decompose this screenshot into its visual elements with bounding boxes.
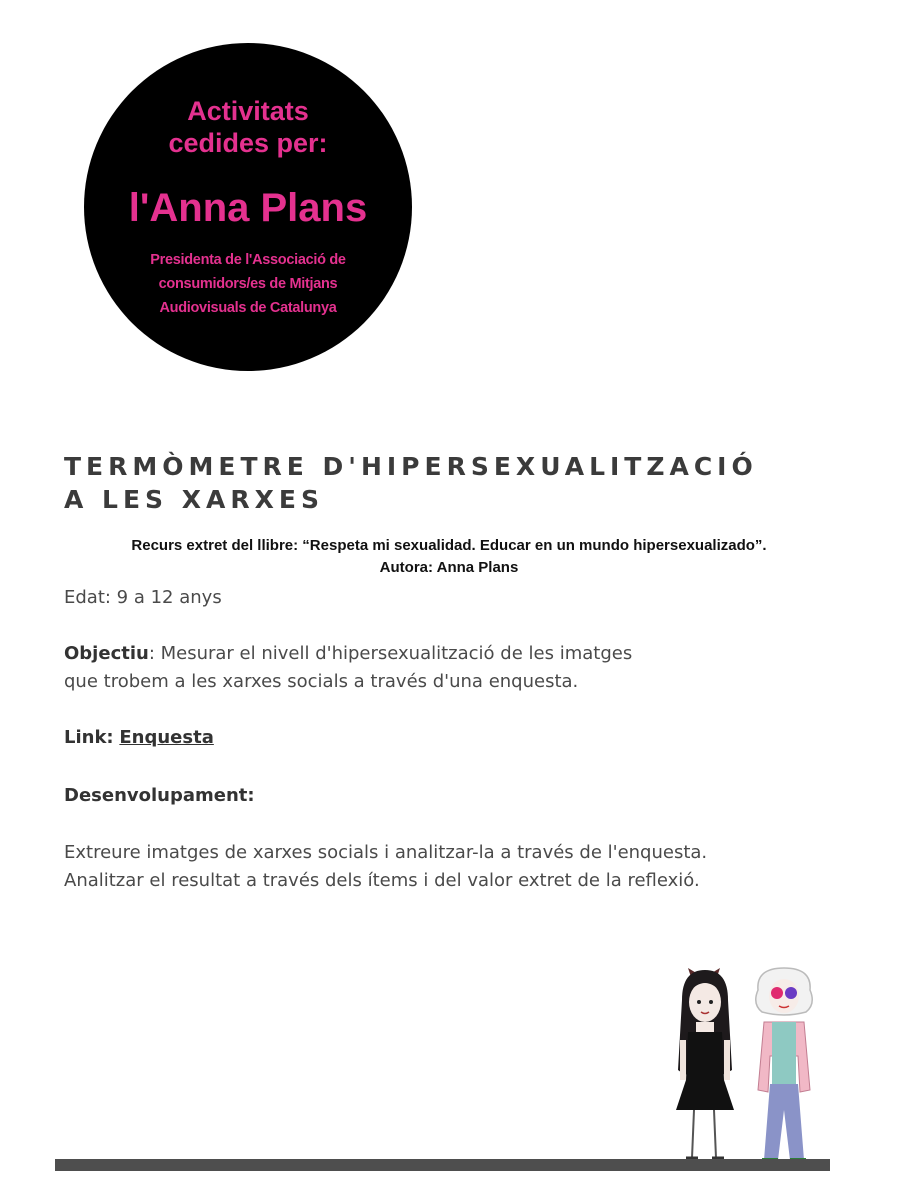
badge-author-role: Presidenta de l'Associació de consumidors/es de Mitjans Audiovisuals de Catalunya [150,252,346,316]
link-label: Link: [64,727,114,748]
source-book: Recurs extret del llibre: “Respeta mi sexualidad. Educar en un mundo hipersexualizado”. [131,537,767,554]
title-line-1: TERMÒMETRE D'HIPERSEXUALITZACIÓ [64,452,758,481]
badge-author-name: l'Anna Plans [128,186,368,230]
floor-line [55,1159,830,1171]
link-row [64,724,214,752]
white-hair-girl [756,968,813,1160]
source-author: Autora: Anna Plans [379,559,519,576]
author-badge [84,43,412,371]
badge-line-cedides: cedides per: [168,128,328,158]
two-girls-illustration [660,960,830,1170]
development-text [64,839,724,895]
badge-line-activitats: Activitats [187,96,309,126]
development-heading: Desenvolupament: [64,785,255,806]
objective-paragraph [64,640,664,696]
development-line-1: Extreure imatges de xarxes socials i analitzar-la a través de l'enquesta. [64,842,708,863]
dark-hair-girl [676,968,734,1158]
objective-label: Objectiu [64,643,149,664]
objective-text: : Mesurar el nivell d'hipersexualització de les imatges que trobem a les xarxes socials a través d'una enquesta. [64,643,633,692]
survey-link[interactable]: Enquesta [119,727,214,748]
source-credit [64,535,834,579]
title-line-2: A LES XARXES [64,485,324,514]
development-line-2: Analitzar el resultat a través dels ítems i del valor extret de la reflexió. [64,870,700,891]
activity-title [64,450,884,516]
age-range: Edat: 9 a 12 anys [64,587,222,608]
